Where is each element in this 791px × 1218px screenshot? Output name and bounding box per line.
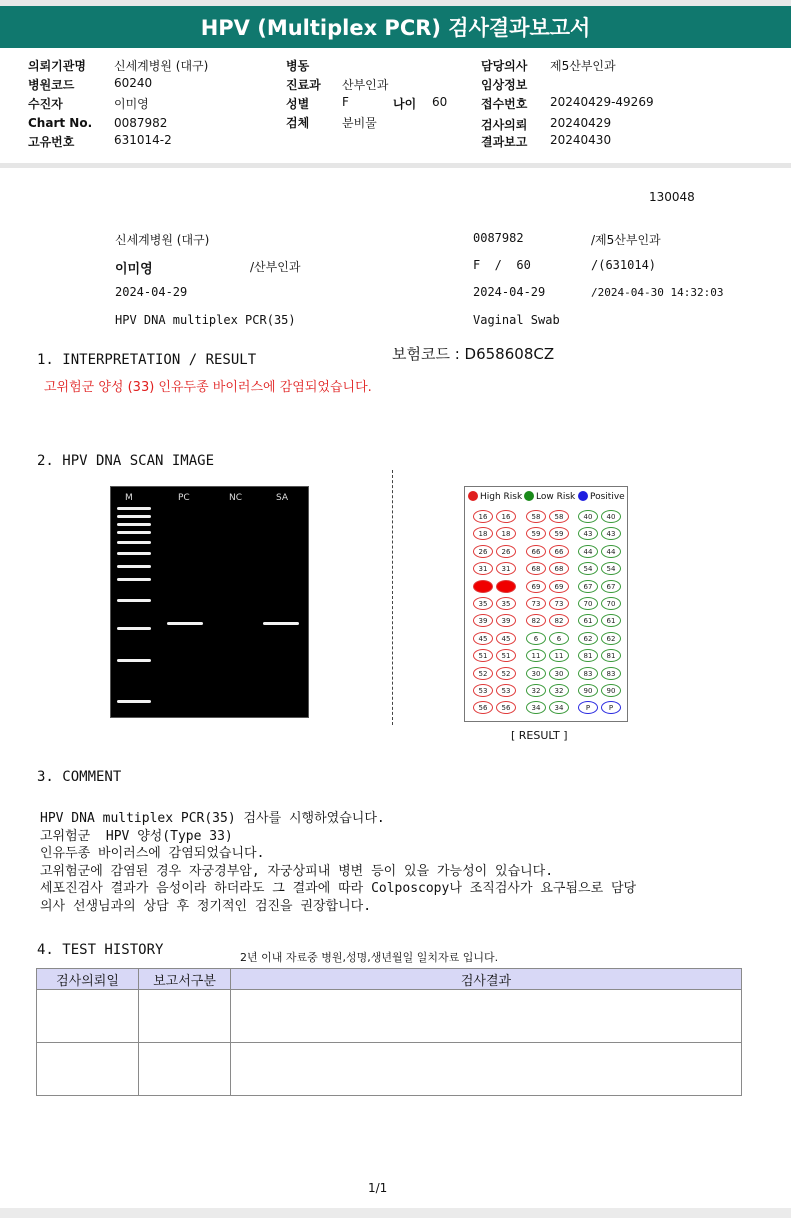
marker-band — [117, 565, 151, 568]
page-number: 1/1 — [368, 1181, 388, 1195]
hpv-type-cell: 45 — [496, 632, 516, 645]
hpv-type-cell: 44 — [578, 545, 598, 558]
header-separator — [0, 163, 791, 168]
bottom-border — [0, 1208, 791, 1218]
hpv-type-cell: 39 — [496, 614, 516, 627]
hpv-type-cell: 45 — [473, 632, 493, 645]
header-value: 제5산부인과 — [550, 59, 616, 73]
hpv-type-cell: 39 — [473, 614, 493, 627]
marker-band — [117, 627, 151, 630]
hpv-type-cell: P — [578, 701, 598, 714]
divider-dashed — [392, 470, 393, 725]
header-label: 접수번호 — [481, 97, 528, 111]
info-date1: 2024-04-29 — [115, 285, 188, 299]
comment-block — [40, 810, 636, 915]
hpv-type-cell: 68 — [526, 562, 546, 575]
test-history-table — [36, 968, 742, 1096]
hpv-type-cell: 32 — [549, 684, 569, 697]
header-label: 담당의사 — [481, 59, 528, 73]
test-history-note: 2년 이내 자료중 병원,성명,생년월일 일치자료 입니다. — [240, 951, 499, 964]
report-title: HPV (Multiplex PCR) 검사결과보고서 — [0, 6, 791, 48]
marker-band — [117, 578, 151, 581]
info-hospital: 신세계병원 (대구) — [115, 233, 210, 247]
hpv-type-cell: 83 — [578, 667, 598, 680]
interpretation-result: 고위험군 양성 (33) 인유두종 바이러스에 감염되었습니다. — [44, 380, 372, 395]
hpv-type-cell: 35 — [473, 597, 493, 610]
table-row — [37, 990, 742, 1043]
info-date2: 2024-04-29 — [473, 285, 546, 299]
info-report-time: /2024-04-30 14:32:03 — [591, 286, 724, 299]
hpv-type-cell: 54 — [578, 562, 598, 575]
hpv-type-cell: 26 — [473, 545, 493, 558]
hpv-type-cell: 58 — [549, 510, 569, 523]
hpv-type-cell: 40 — [601, 510, 621, 523]
info-dept2: /산부인과 — [250, 260, 301, 274]
header-value: 20240429 — [550, 116, 612, 130]
header-value: F — [342, 95, 349, 109]
header-value: 분비물 — [342, 116, 377, 130]
hpv-type-cell: 53 — [473, 684, 493, 697]
info-chart: 0087982 — [473, 231, 524, 245]
header-label: 진료과 — [286, 78, 321, 92]
header-label: 병동 — [286, 59, 310, 73]
info-name: 이미영 — [115, 262, 153, 277]
hpv-type-cell: 83 — [601, 667, 621, 680]
comment-line: 세포진검사 결과가 음성이라 하더라도 그 결과에 따라 Colposcopy나 조직검사가 요구됨으로 담당 — [40, 881, 637, 896]
hpv-type-cell: 11 — [526, 649, 546, 662]
hpv-type-cell: 18 — [473, 527, 493, 540]
comment-line: 고위험군 HPV 양성(Type 33) — [40, 828, 233, 844]
header-label: Chart No. — [28, 116, 93, 130]
age-value: 60 — [432, 95, 448, 109]
hpv-type-cell: 58 — [526, 510, 546, 523]
hpv-type-cell: 69 — [526, 580, 546, 593]
gel-lane-label: PC — [178, 493, 190, 503]
hpv-type-cell: 56 — [496, 701, 516, 714]
hpv-type-cell: 59 — [526, 527, 546, 540]
hpv-type-cell: 81 — [601, 649, 621, 662]
col-report-type: 보고서구분 — [139, 969, 231, 990]
legend-high-risk: High Risk — [468, 491, 522, 502]
hpv-type-cell: 73 — [526, 597, 546, 610]
hpv-type-cell: 31 — [496, 562, 516, 575]
hpv-type-cell: 51 — [473, 649, 493, 662]
marker-band — [117, 552, 151, 555]
sample-band — [167, 622, 203, 625]
hpv-type-cell: 6 — [526, 632, 546, 645]
hpv-type-cell: 44 — [601, 545, 621, 558]
marker-band — [117, 700, 151, 703]
hpv-type-cell: 62 — [601, 632, 621, 645]
hpv-type-cell: 53 — [496, 684, 516, 697]
insurance-code: 보험코드 : D658608CZ — [392, 345, 555, 363]
hpv-type-cell: 26 — [496, 545, 516, 558]
red-dot-icon — [468, 491, 478, 501]
header-value: 20240430 — [550, 133, 612, 147]
result-caption: [ RESULT ] — [511, 729, 568, 742]
header-value: 이미영 — [114, 97, 149, 111]
hpv-type-cell: 59 — [549, 527, 569, 540]
hpv-type-cell: 52 — [496, 667, 516, 680]
hpv-type-cell: 32 — [526, 684, 546, 697]
header-value: 산부인과 — [342, 78, 389, 92]
hpv-type-cell: 54 — [601, 562, 621, 575]
hpv-type-cell: 16 — [496, 510, 516, 523]
header-label: 결과보고 — [481, 135, 528, 149]
col-request-date: 검사의뢰일 — [37, 969, 139, 990]
hpv-type-cell: 33 — [496, 580, 516, 593]
info-dept1: /제5산부인과 — [591, 233, 661, 247]
gel-lane-label: NC — [229, 493, 243, 503]
hpv-type-cell: 33 — [473, 580, 493, 593]
hpv-type-cell: 67 — [601, 580, 621, 593]
section-test-history-title: 4. TEST HISTORY — [37, 942, 164, 958]
marker-band — [117, 507, 151, 510]
hpv-type-cell: 31 — [473, 562, 493, 575]
hpv-type-cell: 70 — [578, 597, 598, 610]
hpv-type-cell: 68 — [549, 562, 569, 575]
sample-band — [263, 622, 299, 625]
hpv-type-cell: 70 — [601, 597, 621, 610]
comment-line: 의사 선생님과의 상담 후 정기적인 검진을 권장합니다. — [40, 898, 372, 914]
header-label: 검체 — [286, 116, 310, 130]
hpv-type-cell: 82 — [526, 614, 546, 627]
header-value: 신세계병원 (대구) — [114, 59, 209, 73]
hpv-type-cell: 30 — [549, 667, 569, 680]
section-interpretation-title: 1. INTERPRETATION / RESULT — [37, 352, 257, 368]
hpv-type-cell: 30 — [526, 667, 546, 680]
header-label: 수진자 — [28, 97, 63, 111]
gel-lane-label: SA — [276, 493, 289, 503]
header-value: 0087982 — [114, 116, 168, 130]
header-label: 성별 — [286, 97, 310, 111]
hpv-type-cell: 18 — [496, 527, 516, 540]
gel-electrophoresis-image — [110, 486, 309, 718]
blue-dot-icon — [578, 491, 588, 501]
hpv-type-cell: 52 — [473, 667, 493, 680]
hpv-type-cell: 61 — [578, 614, 598, 627]
header-label: 고유번호 — [28, 135, 75, 149]
section-scan-image-title: 2. HPV DNA SCAN IMAGE — [37, 453, 215, 469]
header-label: 검사의뢰 — [481, 118, 528, 132]
table-row — [37, 1043, 742, 1096]
info-birth: /(631014) — [591, 258, 657, 272]
green-dot-icon — [524, 491, 534, 501]
hpv-type-cell: 34 — [526, 701, 546, 714]
hpv-result-grid — [464, 486, 628, 722]
col-result: 검사결과 — [231, 969, 742, 990]
info-test: HPV DNA multiplex PCR(35) — [115, 313, 296, 327]
hpv-type-cell: 35 — [496, 597, 516, 610]
age-label: 나이 — [393, 97, 417, 111]
hpv-type-cell: 62 — [578, 632, 598, 645]
info-specimen: Vaginal Swab — [473, 313, 560, 327]
report-code: 130048 — [649, 190, 695, 204]
marker-band — [117, 523, 151, 526]
marker-band — [117, 515, 151, 518]
hpv-type-cell: 69 — [549, 580, 569, 593]
hpv-type-cell: 51 — [496, 649, 516, 662]
legend-positive: Positive — [578, 491, 625, 502]
hpv-type-cell: 73 — [549, 597, 569, 610]
info-sex-age: F / 60 — [473, 258, 531, 272]
hpv-type-cell: 61 — [601, 614, 621, 627]
header-value: 20240429-49269 — [550, 95, 654, 109]
hpv-type-cell: 67 — [578, 580, 598, 593]
legend-low-risk: Low Risk — [524, 491, 575, 502]
comment-line: HPV DNA multiplex PCR(35) 검사를 시행하였습니다. — [40, 811, 385, 826]
hpv-type-cell: P — [601, 701, 621, 714]
hpv-type-cell: 90 — [601, 684, 621, 697]
hpv-type-cell: 11 — [549, 649, 569, 662]
hpv-type-cell: 16 — [473, 510, 493, 523]
comment-line: 인유두종 바이러스에 감염되었습니다. — [40, 846, 265, 861]
header-label: 임상정보 — [481, 78, 528, 92]
marker-band — [117, 659, 151, 662]
header-label: 의뢰기관명 — [28, 59, 86, 73]
hpv-type-cell: 6 — [549, 632, 569, 645]
hpv-type-cell: 43 — [578, 527, 598, 540]
hpv-type-cell: 40 — [578, 510, 598, 523]
gel-lane-label: M — [125, 493, 133, 503]
marker-band — [117, 541, 151, 544]
hpv-type-cell: 66 — [526, 545, 546, 558]
hpv-type-cell: 56 — [473, 701, 493, 714]
header-value: 631014-2 — [114, 133, 172, 147]
hpv-type-cell: 90 — [578, 684, 598, 697]
section-comment-title: 3. COMMENT — [37, 769, 122, 785]
header-label: 병원코드 — [28, 78, 75, 92]
hpv-type-cell: 66 — [549, 545, 569, 558]
hpv-type-cell: 34 — [549, 701, 569, 714]
header-value: 60240 — [114, 76, 153, 90]
marker-band — [117, 599, 151, 602]
hpv-type-cell: 82 — [549, 614, 569, 627]
hpv-type-cell: 81 — [578, 649, 598, 662]
hpv-type-cell: 43 — [601, 527, 621, 540]
comment-line: 고위험군에 감염된 경우 자궁경부암, 자궁상피내 병변 등이 있을 가능성이 있습니다. — [40, 863, 554, 879]
marker-band — [117, 531, 151, 534]
